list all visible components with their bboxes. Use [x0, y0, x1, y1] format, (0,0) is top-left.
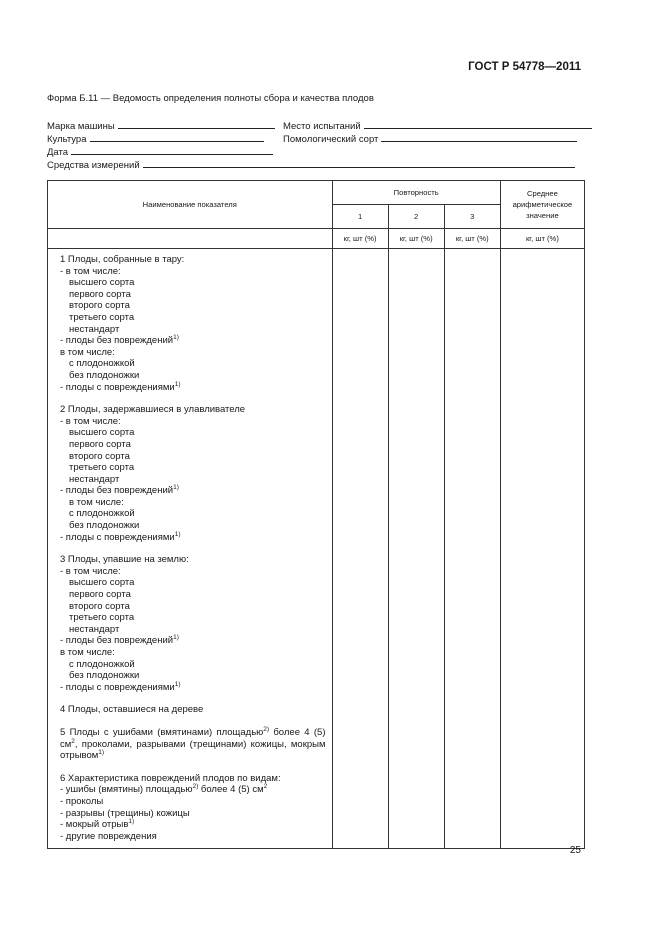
pomological-label: Помологический сорт	[283, 134, 379, 145]
brand-line	[118, 118, 275, 129]
header-repeat: Повторность	[332, 181, 500, 205]
standard-code: ГОСТ Р 54778—2011	[468, 61, 581, 73]
s3-grade-2: первого сорта	[69, 589, 131, 601]
footnote-1: 1)	[174, 380, 181, 388]
s2-grade-2: первого сорта	[69, 438, 131, 450]
unit-rep-3: кг, шт (%)	[444, 229, 500, 249]
unit-rep-1: кг, шт (%)	[332, 229, 388, 249]
footnote-1: 1)	[173, 484, 179, 492]
instruments-field	[47, 157, 575, 171]
s2-incl-2: в том числе:	[69, 496, 124, 508]
exponent-2: 2	[263, 783, 268, 791]
instruments-line	[143, 157, 575, 168]
s1-title: 1 Плоды, собранные в тару:	[60, 254, 185, 265]
unit-empty-cell	[48, 229, 333, 249]
value-cell-rep-3	[444, 249, 500, 849]
s2-incl: - в том числе:	[60, 415, 121, 427]
s2-with-stem: с плодоножкой	[69, 508, 135, 520]
s3-no-damage: - плоды без повреждений$^{1)}$	[60, 634, 179, 647]
instruments-label: Средства измерений	[47, 160, 140, 171]
test-place-field	[283, 118, 592, 132]
s1-with-stem: с плодоножкой	[69, 358, 135, 370]
s4-title: 4 Плоды, оставшиеся на дереве	[60, 704, 204, 716]
culture-field	[47, 131, 264, 145]
footnote-1: 1)	[174, 530, 181, 538]
date-field	[47, 144, 273, 158]
culture-line	[90, 131, 264, 142]
s3-grade-3: второго сорта	[69, 600, 130, 612]
s6-title: 6 Характеристика повреждений плодов по видам:	[60, 772, 281, 784]
s1-no-damage: - плоды без повреждений$^{1)}$	[60, 334, 179, 347]
form-title: Форма Б.11 — Ведомость определения полноты сбора и качества плодов	[47, 93, 374, 104]
s6-other: - другие повреждения	[60, 830, 157, 842]
date-label: Дата	[47, 147, 69, 158]
brand-label: Марка машины	[47, 121, 115, 132]
header-rep-1: 1	[332, 205, 388, 229]
s1-no-stem: без плодоножки	[69, 369, 140, 381]
s2-title: 2 Плоды, задержавшиеся в улавливателе	[60, 404, 246, 416]
s6-punctures: - проколы	[60, 795, 104, 807]
s2-grade-1: высшего сорта	[69, 427, 135, 439]
unit-average: кг, шт (%)	[500, 229, 584, 249]
pomological-line	[381, 131, 577, 142]
s6-bruises: - ушибы (вмятины) площадью$^{2)}$ более 4 (5) $см^2$	[60, 783, 268, 796]
s3-incl: - в том числе:	[60, 565, 121, 577]
s1-grade-3: второго сорта	[69, 300, 130, 312]
header-rep-3: 3	[444, 205, 500, 229]
s3-no-stem: без плодоножки	[69, 670, 140, 682]
unit-rep-2: кг, шт (%)	[388, 229, 444, 249]
test-place-label: Место испытаний	[283, 121, 361, 132]
s2-grade-3: второго сорта	[69, 450, 130, 462]
value-cell-rep-1	[332, 249, 388, 849]
s1-grade-1: высшего сорта	[69, 277, 135, 289]
s2-damaged: - плоды с повреждениями$^{1)}$	[60, 530, 181, 543]
footnote-1: 1)	[174, 680, 181, 688]
value-cell-rep-2	[388, 249, 444, 849]
s1-damaged: - плоды с повреждениями$^{1)}$	[60, 380, 181, 393]
s2-no-damage: - плоды без повреждений$^{1)}$	[60, 484, 179, 497]
s3-grade-5: нестандарт	[69, 623, 120, 635]
s2-grade-4: третьего сорта	[69, 462, 135, 474]
s2-grade-5: нестандарт	[69, 473, 120, 485]
footnote-1: 1)	[173, 334, 179, 342]
culture-label: Культура	[47, 134, 87, 145]
s3-title: 3 Плоды, упавшие на землю:	[60, 554, 189, 566]
s3-incl-2: в том числе:	[60, 647, 115, 658]
s3-damaged: - плоды с повреждениями$^{1)}$	[60, 680, 181, 693]
s3-with-stem: с плодоножкой	[69, 658, 135, 670]
footnote-1: 1)	[173, 634, 179, 642]
indicators-cell	[48, 249, 333, 849]
footnote-1: 1)	[98, 749, 105, 757]
footnote-2: 2)	[263, 725, 270, 733]
s3-grade-1: высшего сорта	[69, 577, 135, 589]
pomological-field	[283, 131, 577, 145]
header-indicator: Наименование показателя	[48, 181, 333, 229]
s1-grade-4: третьего сорта	[69, 311, 135, 323]
s3-grade-4: третьего сорта	[69, 612, 135, 624]
s1-grade-5: нестандарт	[69, 323, 120, 335]
s5-text: 5 Плоды с ушибами (вмятинами) площадью$^{2)}$ более 4 (5) $см^2$, проколами, разрывами (трещинами) кожицы, мокрым отрывом$^{1)}$	[60, 725, 326, 762]
brand-field	[47, 118, 275, 132]
s1-grade-2: первого сорта	[69, 288, 131, 300]
s6-tears: - разрывы (трещины) кожицы	[60, 807, 190, 819]
quality-table	[47, 180, 585, 849]
exponent-2: 2	[71, 737, 75, 745]
footnote-1: 1)	[128, 818, 135, 826]
s2-no-stem: без плодоножки	[69, 520, 140, 532]
date-line	[71, 144, 273, 155]
test-place-line	[364, 118, 592, 129]
header-average: Среднее арифметическое значение	[500, 181, 584, 229]
header-rep-2: 2	[388, 205, 444, 229]
s1-incl: - в том числе:	[60, 265, 121, 277]
footnote-2: 2)	[192, 783, 199, 791]
s6-wet: - мокрый отрыв$^{1)}$	[60, 818, 135, 831]
s1-incl-2: в том числе:	[60, 346, 115, 358]
page-number: 25	[569, 845, 581, 856]
value-cell-average	[500, 249, 584, 849]
